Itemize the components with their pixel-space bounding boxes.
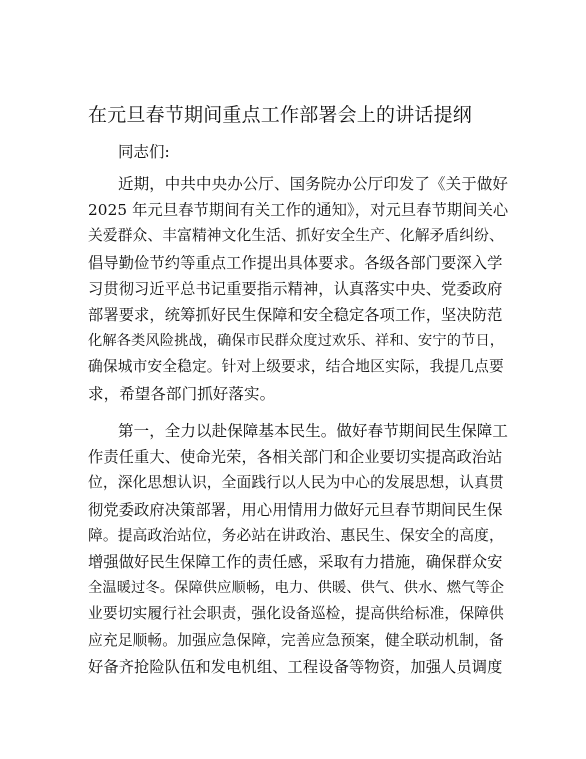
paragraph-line: 确保城市安全稳定。针对上级要求，结合地区实际，我提几点要 <box>88 358 504 376</box>
paragraph-line: 习贯彻习近平总书记重要指示精神，认真落实中央、党委政府 <box>88 279 503 298</box>
paragraph-line: 倡导勤俭节约等重点工作提出具体要求。各级各部门要深入学 <box>88 253 503 272</box>
paragraph-line: 位，深化思想认识，全面践行以人民为中心的发展思想，认真贯 <box>88 474 504 492</box>
paragraph-line: 化解各类风险挑战，确保市民群众度过欢乐、祥和、安宁的节日， <box>88 333 505 350</box>
paragraph-line: 求，希望各部门抓好落实。 <box>88 384 276 403</box>
paragraph-line: 2025 年元旦春节期间有关工作的通知》，对元旦春节期间关心 <box>88 201 509 220</box>
paragraph-line: 彻党委政府决策部署，用心用情用力做好元旦春节期间民生保 <box>88 500 503 519</box>
paragraph-intro <box>88 171 508 407</box>
paragraph-line: 第一，全力以赴保障基本民生。做好春节期间民生保障工 <box>118 422 509 440</box>
paragraph-line: 应充足顺畅。加强应急保障，完善应急预案，健全联动机制，备 <box>88 631 504 649</box>
paragraph-line: 全温暖过冬。保障供应顺畅，电力、供暖、供气、供水、燃气等企 <box>88 580 505 597</box>
paragraph-line: 关爱群众、丰富精神文化生活、抓好安全生产、化解矛盾纠纷、 <box>88 227 504 245</box>
paragraph-point-one <box>88 418 508 680</box>
paragraph-line: 障。提高政治站位，务必站在讲政治、惠民生、保安全的高度， <box>88 526 504 544</box>
paragraph-line: 近期，中共中央办公厅、国务院办公厅印发了《关于做好 <box>118 175 509 193</box>
paragraph-line: 业要切实履行社会职责，强化设备巡检，提高供给标准，保障供 <box>88 605 504 623</box>
paragraph-line: 好备齐抢险队伍和发电机组、工程设备等物资，加强人员调度 <box>88 657 503 676</box>
paragraph-line: 增强做好民生保障工作的责任感，采取有力措施，确保群众安 <box>88 552 503 571</box>
paragraph-line: 作责任重大、使命光荣，各相关部门和企业要切实提高政治站 <box>88 448 503 467</box>
paragraph-line: 部署要求，统筹抓好民生保障和安全稳定各项工作，坚决防范 <box>88 305 503 324</box>
document-title: 在元旦春节期间重点工作部署会上的讲话提纲 <box>88 104 473 126</box>
salutation: 同志们: <box>118 143 170 161</box>
